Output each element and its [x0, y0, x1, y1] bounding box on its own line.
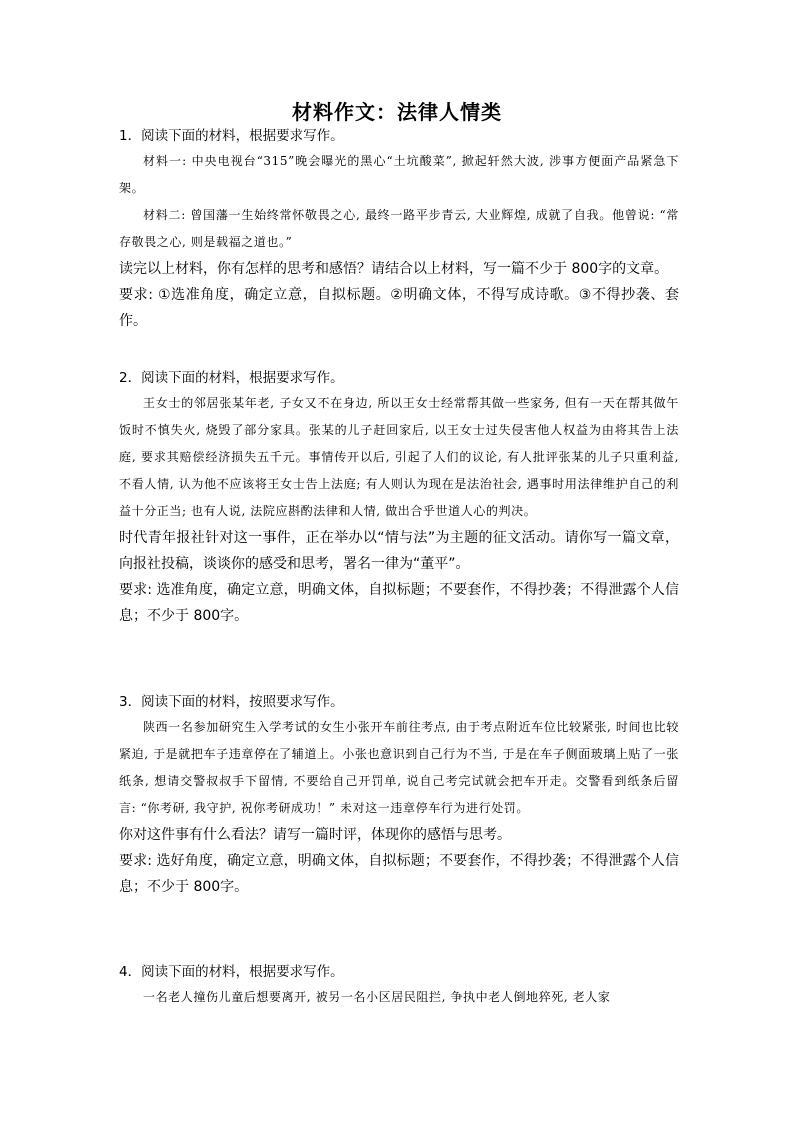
question-4-heading: 4．阅读下面的材料，根据要求写作。	[119, 964, 344, 980]
question-2	[119, 366, 679, 629]
question-1-requirements: 要求: ①选准角度，确定立意，自拟标题。②明确文体，不得写成诗歌。③不得抄袭、套作。	[119, 287, 679, 329]
question-1	[119, 124, 679, 334]
question-2-requirements: 要求: 选准角度，确定立意，明确文体，自拟标题；不要套作，不得抄袭；不得泄露个人信息；不少于 800字。	[119, 582, 679, 624]
question-2-material: 王女士的邻居张某年老, 子女又不在身边, 所以王女士经常帮其做一些家务, 但有一天在帮其做午饭时不慎失火, 烧毁了部分家具。张某的儿子赶回家后, 以王女士过失侵害他人权益为由将其告上法庭, 要求其赔偿经济损失五千元。事情传开以后, 引起了人们的议论, 有人批评张某的儿子只重利益, 不看人情, 认为他不应该将王女士告上法庭; 有人则认为现在是法治社会, 遇事时用法律维护自己的利益十分正当; 也有人说, 法院应斟酌法律和人情, 做出合乎世道人心的判决。	[119, 396, 679, 518]
question-3	[119, 690, 679, 900]
question-4	[119, 960, 679, 1011]
question-1-material-1: 材料一: 中央电视台“315”晚会曝光的黑心“土坑酸菜”, 掀起轩然大波, 涉事方便面产品紧急下架。	[119, 154, 679, 195]
question-2-heading: 2．阅读下面的材料，根据要求写作。	[119, 370, 344, 386]
question-1-material-2: 材料二: 曾国藩一生始终常怀敬畏之心, 最终一路平步青云, 大业辉煌, 成就了自我。他曾说: “常存敬畏之心, 则是载福之道也。”	[119, 208, 679, 249]
question-3-material: 陕西一名参加研究生入学考试的女生小张开车前往考点, 由于考点附近车位比较紧张, 时间也比较紧迫, 于是就把车子违章停在了辅道上。小张也意识到自己行为不当, 于是在车子侧面玻璃上贴了一张纸条, 想请交警叔叔手下留情, 不要给自己开罚单, 说自己考完试就会把车开走。交警看到纸条后留言: “你考研, 我守护, 祝你考研成功！” 未对这一违章停车行为进行处罚。	[119, 720, 679, 815]
question-2-task: 时代青年报社针对这一事件，正在举办以“情与法”为主题的征文活动。请你写一篇文章，向报社投稿，谈谈你的感受和思考，署名一律为“董平”。	[119, 530, 679, 572]
question-3-requirements: 要求: 选好角度，确定立意，明确文体，自拟标题；不要套作，不得抄袭；不得泄露个人信息；不少于 800字。	[119, 853, 679, 895]
question-3-task: 你对这件事有什么看法？请写一篇时评，体现你的感悟与思考。	[119, 827, 511, 843]
question-1-task: 读完以上材料，你有怎样的思考和感悟？请结合以上材料，写一篇不少于 800字的文章。	[119, 261, 669, 277]
question-4-material: 一名老人撞伤儿童后想要离开, 被另一名小区居民阻拦, 争执中老人倒地猝死, 老人家	[143, 990, 611, 1004]
page-title: 材料作文：法律人情类	[292, 100, 502, 124]
question-3-heading: 3．阅读下面的材料，按照要求写作。	[119, 694, 344, 710]
question-1-heading: 1．阅读下面的材料，根据要求写作。	[119, 128, 344, 144]
